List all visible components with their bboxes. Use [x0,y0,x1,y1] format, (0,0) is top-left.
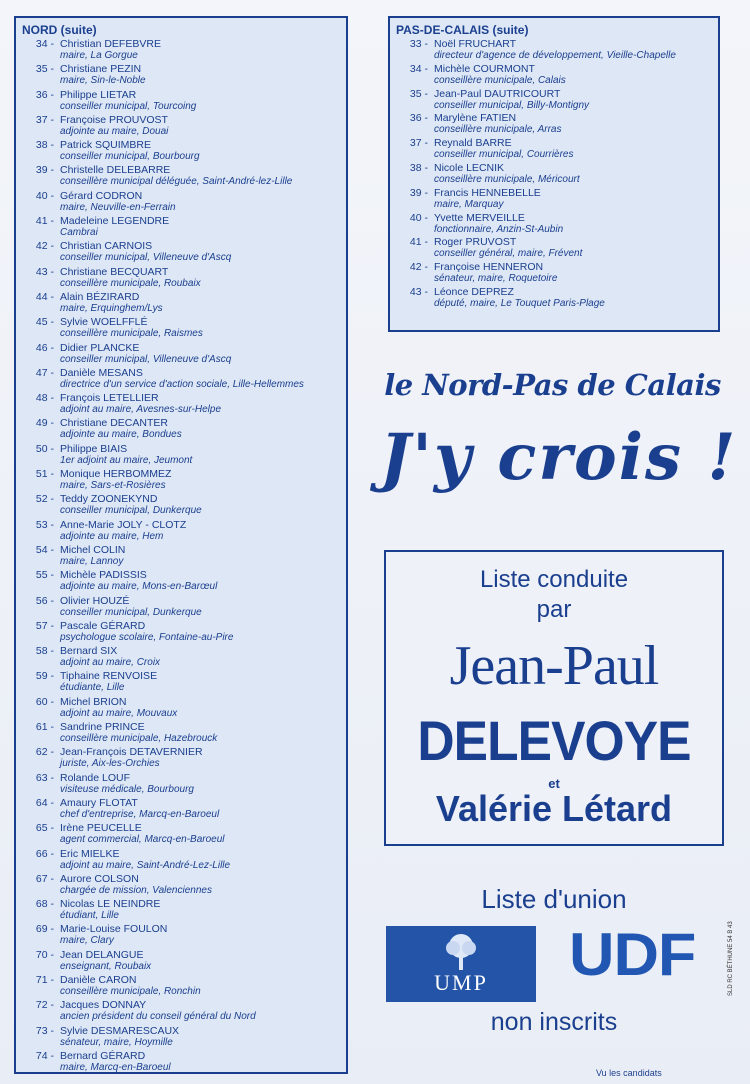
candidate-entry [20,645,346,670]
candidate-number: 46 - [35,341,54,354]
candidate-entry [20,848,346,873]
list-conduite-label: Liste conduite [479,566,629,593]
leader-first-name: Jean-Paul [449,635,659,697]
candidate-entry [20,797,346,822]
candidate-entry [20,974,346,999]
candidate-number: 64 - [35,796,54,809]
candidate-name: Danièle MESANS [60,366,143,379]
candidate-name: Michèle PADISSIS [60,569,147,582]
candidate-name: Philippe LIETAR [60,88,137,101]
candidate-name: Jean-Paul DAUTRICOURT [434,87,561,100]
candidate-entry [20,999,346,1024]
candidate-entry [394,137,718,162]
candidate-entry [20,721,346,746]
candidate-entry [20,569,346,594]
candidate-number: 36 - [409,112,428,125]
candidate-number: 38 - [409,161,428,174]
candidate-name: Christian CARNOIS [60,240,153,253]
candidate-role: conseillère municipale, Raismes [60,328,203,340]
candidate-entry [20,240,346,265]
candidate-entry [20,822,346,847]
candidate-entry [20,367,346,392]
candidate-entry [20,544,346,569]
candidate-role: conseiller municipal, Villeneuve d'Ascq [60,252,232,264]
candidate-number: 65 - [35,822,54,835]
candidate-name: Irène PEUCELLE [60,822,142,835]
candidate-entry [394,88,718,113]
candidate-role: conseiller municipal, Bourbourg [60,151,200,163]
candidate-role: maire, Lannoy [60,555,124,567]
candidate-number: 69 - [35,923,54,936]
candidate-role: conseillère municipale, Arras [434,124,562,136]
candidate-number: 52 - [35,493,54,506]
candidate-name: Sylvie DESMARESCAUX [60,1024,180,1037]
candidate-role: conseiller municipal, Dunkerque [60,505,202,517]
candidate-name: Danièle CARON [60,973,137,986]
leader-last-name: DELEVOYE [417,709,691,772]
candidate-role: conseiller municipal, Villeneuve d'Ascq [60,353,232,365]
candidate-number: 37 - [35,113,54,126]
candidate-number: 66 - [35,847,54,860]
tree-icon [444,932,478,972]
slogan-region: le Nord-Pas de Calais [384,368,721,402]
candidate-role: conseillère municipale, Roubaix [60,277,201,289]
candidate-name: Sylvie WOELFFLÉ [60,316,148,329]
candidate-name: Philippe BIAIS [60,442,128,455]
et-label: et [548,776,560,791]
candidate-name: Anne-Marie JOLY - CLOTZ [60,518,187,531]
candidate-name: Gérard CODRON [60,189,143,202]
candidate-number: 40 - [35,189,54,202]
candidate-role: conseillère municipale, Ronchin [60,985,201,997]
liste-union-label: Liste d'union [481,884,627,914]
candidate-role: maire, Erquinghem/Lys [60,302,163,314]
candidate-number: 34 - [35,38,54,50]
candidate-role: agent commercial, Marcq-en-Baroeul [60,834,225,846]
candidate-entry [20,63,346,88]
candidate-name: Francis HENNEBELLE [434,186,541,199]
candidate-role: adjoint au maire, Mouvaux [60,707,178,719]
candidate-name: Jean DELANGUE [60,948,144,961]
candidate-role: fonctionnaire, Anzin-St-Aubin [434,223,564,235]
candidate-name: Christelle DELEBARRE [60,164,171,177]
candidate-number: 50 - [35,442,54,455]
ump-text: UMP [434,970,488,995]
candidate-role: conseiller municipal, Billy-Montigny [434,99,590,111]
candidate-entry [20,873,346,898]
candidate-role: conseiller municipal, Courrières [434,149,574,161]
candidate-number: 41 - [35,215,54,228]
candidate-entry [20,696,346,721]
candidate-number: 70 - [35,948,54,961]
slogan-jy-crois: J'y crois ! [380,420,738,495]
candidate-entry [20,114,346,139]
candidate-entry [20,266,346,291]
candidate-name: Tiphaine RENVOISE [60,670,158,683]
printer-mention: SLD RC BÉTHUNE 54 B 43 [728,921,734,996]
candidate-number: 53 - [35,518,54,531]
candidate-number: 38 - [35,139,54,152]
candidate-number: 43 - [35,265,54,278]
candidate-number: 59 - [35,670,54,683]
candidate-entry [394,261,718,286]
candidate-number: 63 - [35,771,54,784]
candidate-entry [20,164,346,189]
candidate-number: 44 - [35,290,54,303]
candidate-entry [20,746,346,771]
candidate-name: Jacques DONNAY [60,999,147,1012]
candidate-role: chef d'entreprise, Marcq-en-Baroeul [60,808,220,820]
candidate-entry [20,519,346,544]
candidate-name: Alain BÉZIRARD [60,290,140,303]
candidate-role: sénateur, maire, Hoymille [60,1036,173,1048]
candidate-name: Nicole LECNIK [434,161,505,174]
candidate-name: Nicolas LE NEINDRE [60,898,161,911]
candidate-number: 42 - [35,240,54,253]
candidate-entry [20,620,346,645]
candidate-role: adjointe au maire, Mons-en-Barœul [60,581,218,593]
candidate-role: conseillère municipale, Hazebrouck [60,733,218,745]
candidate-entry [20,215,346,240]
candidate-number: 35 - [409,87,428,100]
candidate-role: étudiante, Lille [60,682,125,694]
par-label: par [536,596,572,623]
candidate-number: 45 - [35,316,54,329]
pdc-candidates-box [388,16,720,332]
candidate-name: Olivier HOUZÉ [60,594,130,607]
candidate-number: 39 - [35,164,54,177]
candidate-number: 47 - [35,366,54,379]
candidate-name: Christian DEFEBVRE [60,38,161,50]
candidate-role: chargée de mission, Valenciennes [60,884,212,896]
candidate-role: adjointe au maire, Douai [60,125,169,137]
candidate-name: Christiane PEZIN [60,63,142,76]
ump-logo [386,926,536,1002]
candidate-entry [20,417,346,442]
candidate-role: conseiller général, maire, Frévent [434,248,583,260]
candidate-role: adjoint au maire, Saint-André-Lez-Lille [60,859,231,871]
candidate-name: Sandrine PRINCE [60,721,145,734]
candidate-name: Eric MIELKE [60,847,120,860]
candidate-name: Françoise PROUVOST [60,113,168,126]
candidate-role: adjointe au maire, Bondues [60,429,182,441]
candidate-number: 35 - [35,63,54,76]
candidate-role: juriste, Aix-les-Orchies [60,758,160,770]
pdc-title: PAS-DE-CALAIS (suite) [396,23,529,37]
candidate-name: Patrick SQUIMBRE [60,139,152,152]
candidate-number: 41 - [409,236,428,249]
candidate-entry [20,89,346,114]
candidate-role: député, maire, Le Touquet Paris-Plage [434,297,605,309]
candidate-number: 56 - [35,594,54,607]
non-inscrits-label: non inscrits [490,1008,618,1036]
candidate-entry [20,392,346,417]
candidate-entry [394,112,718,137]
candidate-role: adjoint au maire, Avesnes-sur-Helpe [60,404,222,416]
candidate-role: adjoint au maire, Croix [60,657,161,669]
candidate-role: ancien président du conseil général du Nord [60,1011,256,1023]
candidate-entry [20,772,346,797]
candidate-entry [20,38,346,63]
candidate-entry [20,316,346,341]
udf-logo: UDF [568,921,696,988]
candidate-name: Bernard GÉRARD [60,1049,146,1062]
candidate-name: Yvette MERVEILLE [434,211,525,224]
candidate-role: étudiant, Lille [60,910,119,922]
candidate-entry [20,468,346,493]
candidate-entry [20,898,346,923]
candidate-number: 57 - [35,619,54,632]
candidate-entry [20,190,346,215]
candidate-name: Michel BRION [60,695,127,708]
candidate-role: conseillère municipal déléguée, Saint-André-lez-Lille [60,176,293,188]
candidate-role: conseillère municipale, Calais [434,74,566,86]
candidate-entry [20,1025,346,1050]
candidate-name: Christiane DECANTER [60,417,168,430]
vu-candidats-label: Vu les candidats [596,1068,662,1078]
candidate-role: conseiller municipal, Dunkerque [60,606,202,618]
candidate-entry [20,595,346,620]
candidate-name: Léonce DEPREZ [434,285,514,298]
candidate-name: Aurore COLSON [60,872,139,885]
candidate-number: 39 - [409,186,428,199]
candidate-name: Monique HERBOMMEZ [60,468,172,481]
candidate-name: Madeleine LEGENDRE [60,215,170,228]
candidate-number: 37 - [409,137,428,150]
candidate-entry [394,63,718,88]
candidate-role: maire, Sars-et-Rosières [60,480,166,492]
candidate-number: 55 - [35,569,54,582]
candidate-entry [394,38,718,63]
candidate-entry [20,949,346,974]
nord-title: NORD (suite) [22,23,97,37]
candidate-role: visiteuse médicale, Bourbourg [60,783,194,795]
candidate-name: Michèle COURMONT [434,62,535,75]
candidate-name: Bernard SIX [60,645,118,658]
candidate-role: directeur d'agence de développement, Vieille-Chapelle [434,50,676,61]
candidate-number: 40 - [409,211,428,224]
candidate-name: Pascale GÉRARD [60,619,146,632]
candidate-entry [20,291,346,316]
candidate-role: conseillère municipale, Méricourt [434,173,580,185]
candidate-role: maire, Marcq-en-Baroeul [60,1061,171,1073]
candidate-number: 54 - [35,543,54,556]
candidate-number: 68 - [35,898,54,911]
candidate-name: Michel COLIN [60,543,126,556]
candidate-number: 43 - [409,285,428,298]
candidate-name: Amaury FLOTAT [60,796,138,809]
candidate-entry [20,139,346,164]
candidate-name: Françoise HENNERON [434,261,544,274]
candidate-role: conseiller municipal, Tourcoing [60,100,197,112]
candidate-number: 33 - [409,38,428,50]
nord-candidates-box [14,16,348,1074]
candidate-entry [394,162,718,187]
candidate-role: directrice d'un service d'action sociale, Lille-Hellemmes [60,378,304,390]
candidate-name: François LETELLIER [60,392,159,405]
candidate-role: enseignant, Roubaix [60,960,152,972]
candidate-number: 34 - [409,62,428,75]
candidate-number: 51 - [35,468,54,481]
candidate-entry [20,443,346,468]
candidate-number: 58 - [35,645,54,658]
candidate-entry [20,923,346,948]
candidate-entry [20,670,346,695]
candidate-role: adjointe au maire, Hem [60,530,164,542]
candidate-role: maire, Neuville-en-Ferrain [60,201,176,213]
candidate-role: maire, La Gorgue [60,50,138,61]
candidate-number: 67 - [35,872,54,885]
candidate-number: 48 - [35,392,54,405]
candidate-number: 42 - [409,261,428,274]
pdc-list [394,38,718,311]
candidate-name: Reynald BARRE [434,137,512,150]
candidate-entry [394,286,718,311]
candidate-role: maire, Clary [60,935,114,947]
nord-list [20,38,346,1075]
list-leaders-box [384,550,724,846]
candidate-number: 60 - [35,695,54,708]
candidate-name: Teddy ZOONEKYND [60,493,158,506]
candidate-number: 62 - [35,746,54,759]
candidate-entry [394,236,718,261]
candidate-role: 1er adjoint au maire, Jeumont [60,454,193,466]
candidate-number: 72 - [35,999,54,1012]
candidate-name: Jean-François DETAVERNIER [60,746,203,759]
candidate-entry [394,187,718,212]
candidate-role: Cambrai [60,227,98,239]
candidate-entry [20,342,346,367]
candidate-name: Marie-Louise FOULON [60,923,168,936]
candidate-name: Marylène FATIEN [434,112,517,125]
candidate-role: sénateur, maire, Roquetoire [434,273,558,285]
candidate-name: Didier PLANCKE [60,341,140,354]
candidate-entry [394,212,718,237]
candidate-name: Christiane BECQUART [60,265,169,278]
candidate-number: 74 - [35,1049,54,1062]
candidate-role: psychologue scolaire, Fontaine-au-Pire [60,631,234,643]
candidate-number: 61 - [35,721,54,734]
candidate-number: 36 - [35,88,54,101]
candidate-role: maire, Sin-le-Noble [60,75,146,87]
candidate-entry [20,493,346,518]
co-leader-name: Valérie Létard [435,788,673,829]
candidate-entry [20,1050,346,1075]
candidate-number: 73 - [35,1024,54,1037]
candidate-number: 71 - [35,973,54,986]
candidate-name: Noël FRUCHART [434,38,517,50]
candidate-number: 49 - [35,417,54,430]
candidate-role: maire, Marquay [434,198,504,210]
candidate-name: Roger PRUVOST [434,236,517,249]
candidate-name: Rolande LOUF [60,771,131,784]
